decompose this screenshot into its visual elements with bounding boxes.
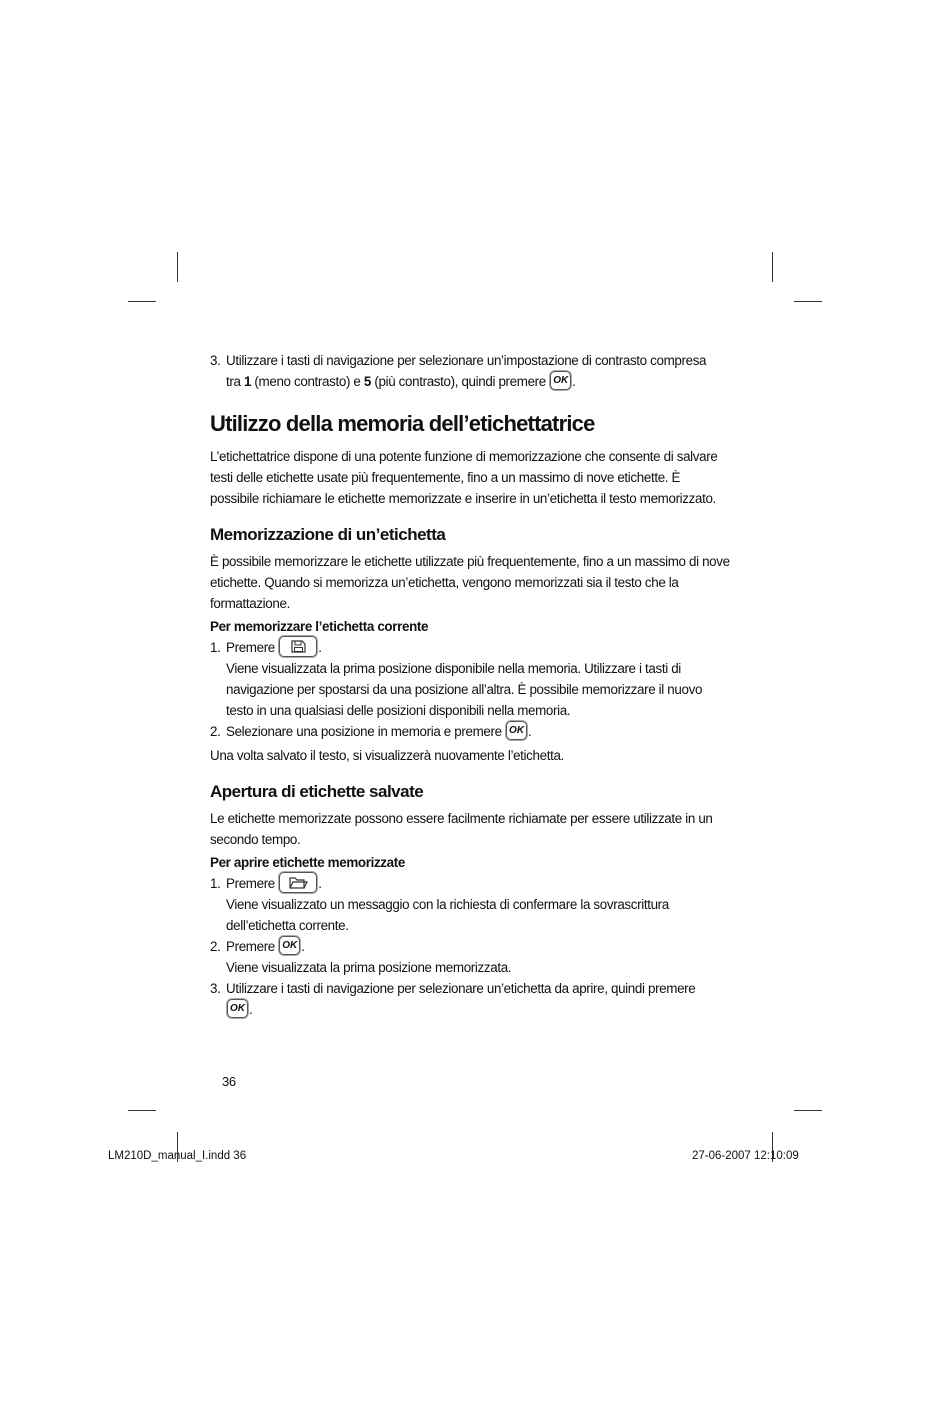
section-title-open: Apertura di etichette salvate: [210, 782, 424, 801]
section-title-save: Memorizzazione di un’etichetta: [210, 525, 446, 544]
open-step-1-detail: Viene visualizzato un messaggio con la richiesta di confermare la sovrascrittura dell’etichetta corrente.: [226, 897, 669, 933]
ok-key-icon: OK: [227, 999, 248, 1018]
open-step-2-detail: Viene visualizzata la prima posizione memorizzata.: [226, 960, 512, 975]
contrast-step: [210, 350, 730, 392]
page-number: 36: [222, 1074, 236, 1089]
open-subtitle: Per aprire etichette memorizzate: [210, 855, 405, 870]
step-text: Utilizzare i tasti di navigazione per selezionare un’impostazione di contrasto compresa tra 1 (meno contrasto) e 5 (più contrasto), quindi premere OK .: [226, 353, 707, 389]
open-step-1: 1. Premere . Viene visualizzato un messaggio con la richiesta di confermare la sovrascrittura dell’etichetta corrente.: [210, 873, 730, 936]
crop-mark: [177, 252, 178, 282]
save-intro: È possibile memorizzare le etichette utilizzate più frequentemente, fino a un massimo di nove etichette. Quando si memorizza un’etichetta, vengono memorizzati sia il testo che la formattazione.: [210, 554, 730, 611]
slug-timestamp: 27-06-2007 12:10:09: [692, 1150, 799, 1162]
contrast-min-value: 1: [243, 374, 252, 389]
crop-mark: [128, 301, 156, 302]
save-outro: Una volta salvato il testo, si visualizzerà nuovamente l’etichetta.: [210, 748, 564, 763]
save-step-2: 2. Selezionare una posizione in memoria e premere OK .: [210, 721, 730, 742]
save-step-1-detail: Viene visualizzata la prima posizione disponibile nella memoria. Utilizzare i tasti di navigazione per spostarsi da una posizione all’altra. È possibile memorizzare il nuovo testo in una qualsiasi delle posizioni disponibili nella memoria.: [226, 661, 703, 718]
open-step-2: 2. Premere OK . Viene visualizzata la prima posizione memorizzata.: [210, 936, 730, 978]
open-intro: Le etichette memorizzate possono essere facilmente richiamate per essere utilizzate in un secondo tempo.: [210, 811, 713, 847]
ok-key-icon: OK: [550, 371, 571, 390]
slug-filename: LM210D_manual_I.indd 36: [108, 1150, 247, 1162]
save-key-icon: [279, 636, 317, 657]
section-title-memory: Utilizzo della memoria dell’etichettatrice: [210, 411, 595, 436]
step-number: 3.: [210, 353, 221, 368]
ok-key-icon: OK: [279, 936, 300, 955]
contrast-max-value: 5: [363, 374, 371, 389]
crop-mark: [128, 1110, 156, 1111]
open-step-3: 3. Utilizzare i tasti di navigazione per selezionare un’etichetta da aprire, quindi premere OK .: [210, 981, 696, 1017]
ok-key-icon: OK: [506, 721, 527, 740]
crop-mark: [794, 301, 822, 302]
open-folder-key-icon: [279, 872, 317, 893]
save-step-1: 1. Premere . Viene visualizzata la prima posizione disponibile nella memoria. Utilizzare i tasti di navigazione per spostarsi da una posizione all’altra. È possibile memorizzare il nuovo testo in una qualsiasi delle posizioni disponibili nella memoria.: [210, 637, 730, 721]
save-subtitle: Per memorizzare l’etichetta corrente: [210, 619, 429, 634]
page-content: [210, 350, 730, 1020]
crop-mark: [794, 1110, 822, 1111]
crop-mark: [772, 252, 773, 282]
memory-intro: L’etichettatrice dispone di una potente funzione di memorizzazione che consente di salvare testi delle etichette usate più frequentemente, fino a un massimo di nove etichette. È possibile richiamare le etichette memorizzate e inserire in un’etichetta il testo memorizzato.: [210, 449, 718, 506]
